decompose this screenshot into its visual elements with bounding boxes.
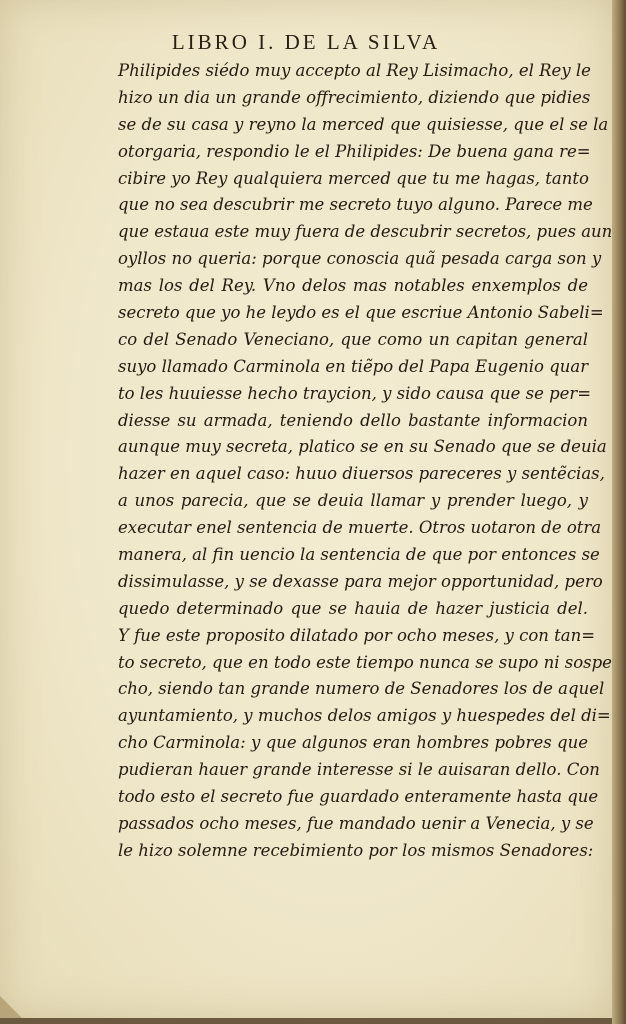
body-text xyxy=(118,58,613,865)
text-line: secreto que yo he leydo es el que escriue Antonio Sabeli= xyxy=(118,303,604,323)
text-line: oyllos no queria: porque conoscia quã pesada carga son y xyxy=(118,249,602,269)
text-line: cho Carminola: y que algunos eran hombres pobres que xyxy=(118,733,588,753)
text-line: Y fue este proposito dilatado por ocho meses, y con tan= xyxy=(118,625,596,645)
text-line: mas los del Rey. Vno delos mas notables enxemplos de xyxy=(118,276,588,296)
text-line: diesse su armada, teniendo dello bastante informacion xyxy=(118,410,588,430)
text-line: hizo un dia un grande offrecimiento, diziendo que pidies xyxy=(118,87,591,107)
text-line: suyo llamado Carminola en tiẽpo del Papa Eugenio quar xyxy=(118,356,589,376)
text-line: le hizo solemne recebimiento por los mismos Senadores: xyxy=(118,840,594,860)
text-line: ayuntamiento, y muchos delos amigos y huespedes del di= xyxy=(118,706,611,726)
book-spine xyxy=(612,0,626,1024)
running-head: LIBRO I. DE LA SILVA xyxy=(171,30,441,54)
text-line: quedo determinado que se hauia de hazer justicia del. xyxy=(118,598,588,618)
text-line: manera, al fin uencio la sentencia de que por entonces se xyxy=(118,545,600,565)
text-line: cibire yo Rey qualquiera merced que tu me hagas, tanto xyxy=(118,168,589,188)
text-line: a unos parecia, que se deuia llamar y prender luego, y xyxy=(118,491,588,511)
page-corner-fold xyxy=(0,996,22,1018)
text-line: dissimulasse, y se dexasse para mejor opportunidad, pero xyxy=(118,571,603,591)
text-line: aunque muy secreta, platico se en su Senado que se deuia xyxy=(118,437,607,457)
text-line: passados ocho meses, fue mandado uenir a Venecia, y se xyxy=(118,813,594,833)
text-line: se de su casa y reyno la merced que quisiesse, que el se la xyxy=(118,114,609,134)
text-line: executar enel sentencia de muerte. Otros uotaron de otra xyxy=(118,518,602,538)
text-line: cho, siendo tan grande numero de Senadores los de aquel xyxy=(118,679,605,699)
text-line: to secreto, que en todo este tiempo nunca se supo ni sospe xyxy=(118,652,612,672)
text-line: to les huuiesse hecho traycion, y sido causa que se per= xyxy=(118,383,592,403)
text-line: Philipides siédo muy accepto al Rey Lisimacho, el Rey le xyxy=(118,61,591,80)
text-line: que no sea descubrir me secreto tuyo alguno. Parece me xyxy=(118,195,593,215)
text-line: otorgaria, respondio le el Philipides: De buena gana re= xyxy=(118,141,591,161)
text-line: hazer en aquel caso: huuo diuersos pareceres y sentẽcias, xyxy=(118,464,605,484)
text-line: que estaua este muy fuera de descubrir secretos, pues aun xyxy=(118,222,613,242)
text-line: todo esto el secreto fue guardado enteramente hasta que xyxy=(118,787,599,807)
text-line: pudieran hauer grande interesse si le auisaran dello. Con xyxy=(118,760,600,780)
text-line: co del Senado Veneciano, que como un capitan general xyxy=(118,329,588,349)
